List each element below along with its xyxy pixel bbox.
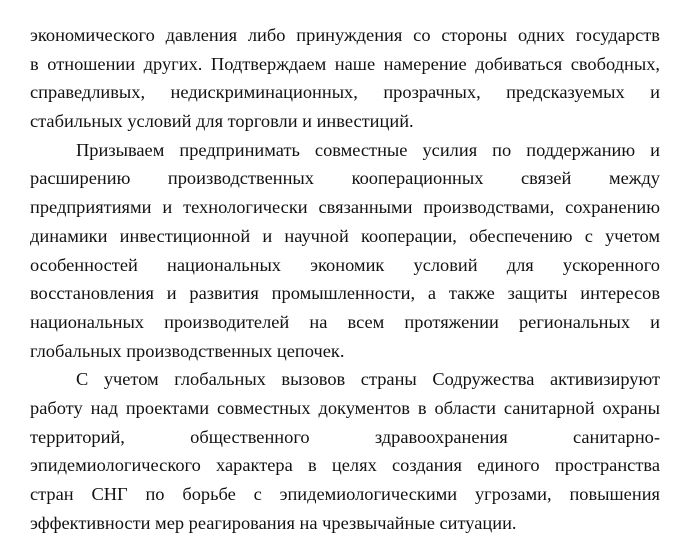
text-line: восстановления и развития промышленности, а также защиты интересов [30,283,660,304]
text-line: стабильных условий для торговли и инвестиций. [30,111,414,132]
text-line: стран СНГ по борьбе с эпидемиологическими угрозами, повышения [30,484,660,504]
text-line: динамики инвестиционной и научной кооперации, обеспечению с учетом [30,225,660,246]
paragraph-1 [30,21,660,136]
text-line: справедливых, недискриминационных, прозрачных, предсказуемых и [30,82,660,103]
text-line: территорий, общественного здравоохранения санитарно- [30,426,660,447]
paragraph-2 [30,136,660,366]
text-line: Призываем предпринимать совместные усилия по поддержанию и [76,139,660,160]
text-line: С учетом глобальных вызовов страны Содружества активизируют [76,369,660,390]
text-line: экономического давления либо принуждения со стороны одних государств [30,25,660,45]
paragraph-3 [30,365,660,537]
text-line: национальных производителей на всем протяжении региональных и [30,311,660,332]
text-line: работу над проектами совместных документов в области санитарной охраны [30,397,660,418]
text-line: расширению производственных кооперационных связей между [30,168,660,189]
text-line: в отношении других. Подтверждаем наше намерение добиваться свободных, [30,53,660,74]
text-line: эффективности мер реагирования на чрезвычайные ситуации. [30,512,517,533]
text-line: особенностей национальных экономик условий для ускоренного [30,254,660,275]
text-line: глобальных производственных цепочек. [30,340,345,361]
text-line: предприятиями и технологически связанными производствами, сохранению [30,197,660,218]
document-page [30,21,660,537]
text-line: эпидемиологического характера в целях создания единого пространства [30,455,660,476]
